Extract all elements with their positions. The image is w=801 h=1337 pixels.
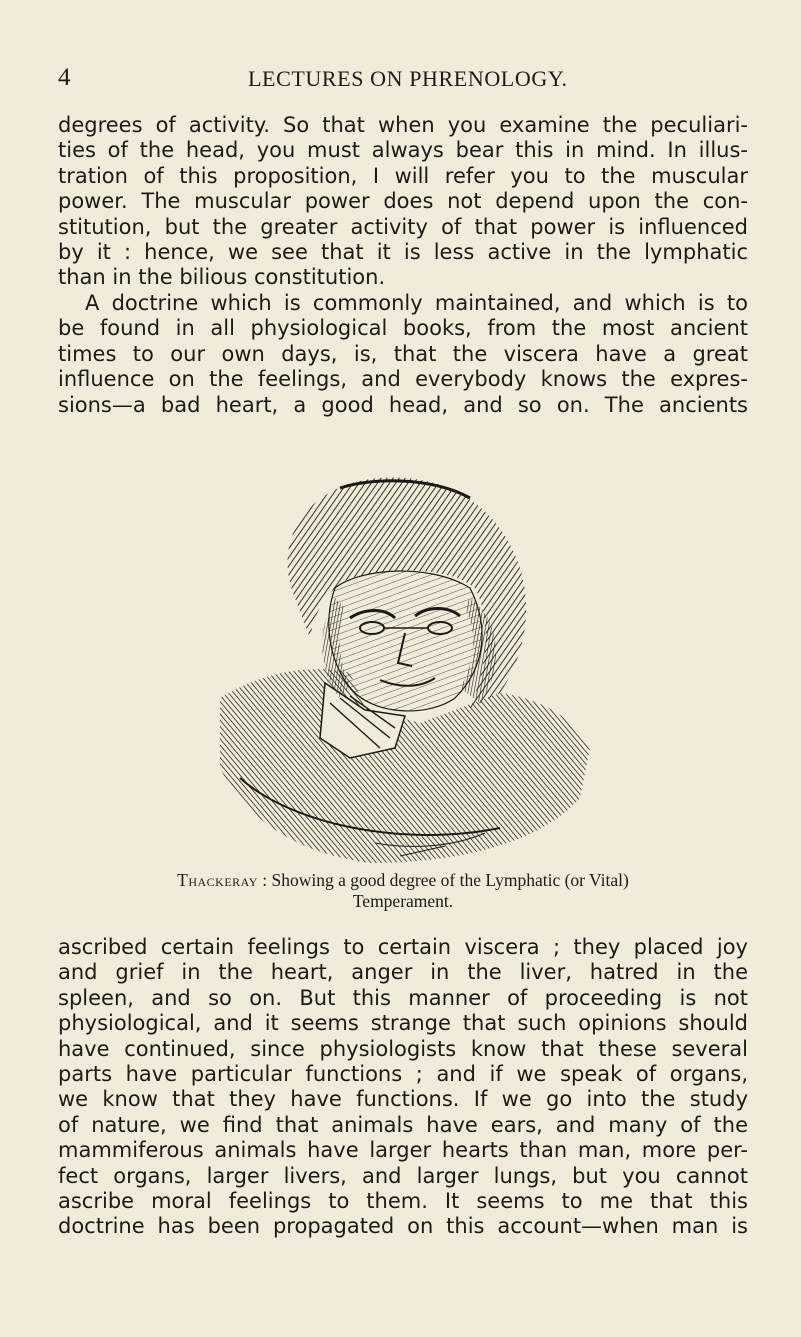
text-line: fect organs, larger livers, and larger lungs, but you cannot	[58, 1163, 748, 1188]
figure-caption	[58, 870, 748, 912]
text-line: doctrine has been propagated on this account—when man is	[58, 1214, 748, 1239]
text-line: spleen, and so on. But this manner of proceeding is not	[58, 985, 748, 1010]
text-line: stitution, but the greater activity of that power is influenced	[58, 214, 748, 239]
text-line: sions—a bad heart, a good head, and so on. The ancients	[58, 392, 748, 417]
text-line: tration of this proposition, I will refer you to the muscular	[58, 163, 748, 188]
text-line: parts have particular functions ; and if we speak of organs,	[58, 1061, 748, 1086]
page-number: 4	[58, 64, 71, 91]
thackeray-portrait-engraving	[200, 448, 605, 868]
text-line: ties of the head, you must always bear this in mind. In illus-	[58, 138, 748, 163]
text-line: and grief in the heart, anger in the liver, hatred in the	[58, 960, 748, 985]
text-line: mammiferous animals have larger hearts than man, more per-	[58, 1138, 748, 1163]
text-line: times to our own days, is, that the viscera have a great	[58, 341, 748, 366]
caption-line-2: Temperament.	[352, 891, 454, 911]
text-line: A doctrine which is commonly maintained, and which is to	[85, 291, 748, 315]
text-line: of nature, we find that animals have ears, and many of the	[58, 1112, 748, 1137]
text-line: than in the bilious constitution.	[58, 265, 386, 290]
text-line: be found in all physiological books, from the most ancient	[58, 316, 748, 341]
text-line: ascribed certain feelings to certain viscera ; they placed joy	[58, 935, 748, 959]
text-line: influence on the feelings, and everybody knows the expres-	[58, 367, 748, 392]
caption-description: : Showing a good degree of the Lymphatic (or Vital)	[257, 870, 629, 890]
face-shape	[329, 571, 482, 711]
running-title: LECTURES ON PHRENOLOGY.	[248, 66, 568, 91]
caption-line-1	[58, 870, 748, 891]
text-line: power. The muscular power does not depend upon the con-	[58, 189, 748, 214]
page-header	[58, 64, 748, 98]
paragraph-3	[58, 935, 748, 1240]
text-line: have continued, since physiologists know that these several	[58, 1036, 748, 1061]
text-line: physiological, and it seems strange that such opinions should	[58, 1011, 748, 1036]
text-line: we know that they have functions. If we go into the study	[58, 1087, 748, 1112]
text-line: degrees of activity. So that when you examine the peculiari-	[58, 113, 748, 137]
text-line: ascribe moral feelings to them. It seems to me that this	[58, 1188, 748, 1213]
text-line: by it : hence, we see that it is less active in the lymphatic	[58, 239, 748, 264]
paragraph-2	[58, 291, 748, 418]
paragraph-1	[58, 113, 748, 291]
caption-subject-name: Thackeray	[177, 870, 258, 890]
